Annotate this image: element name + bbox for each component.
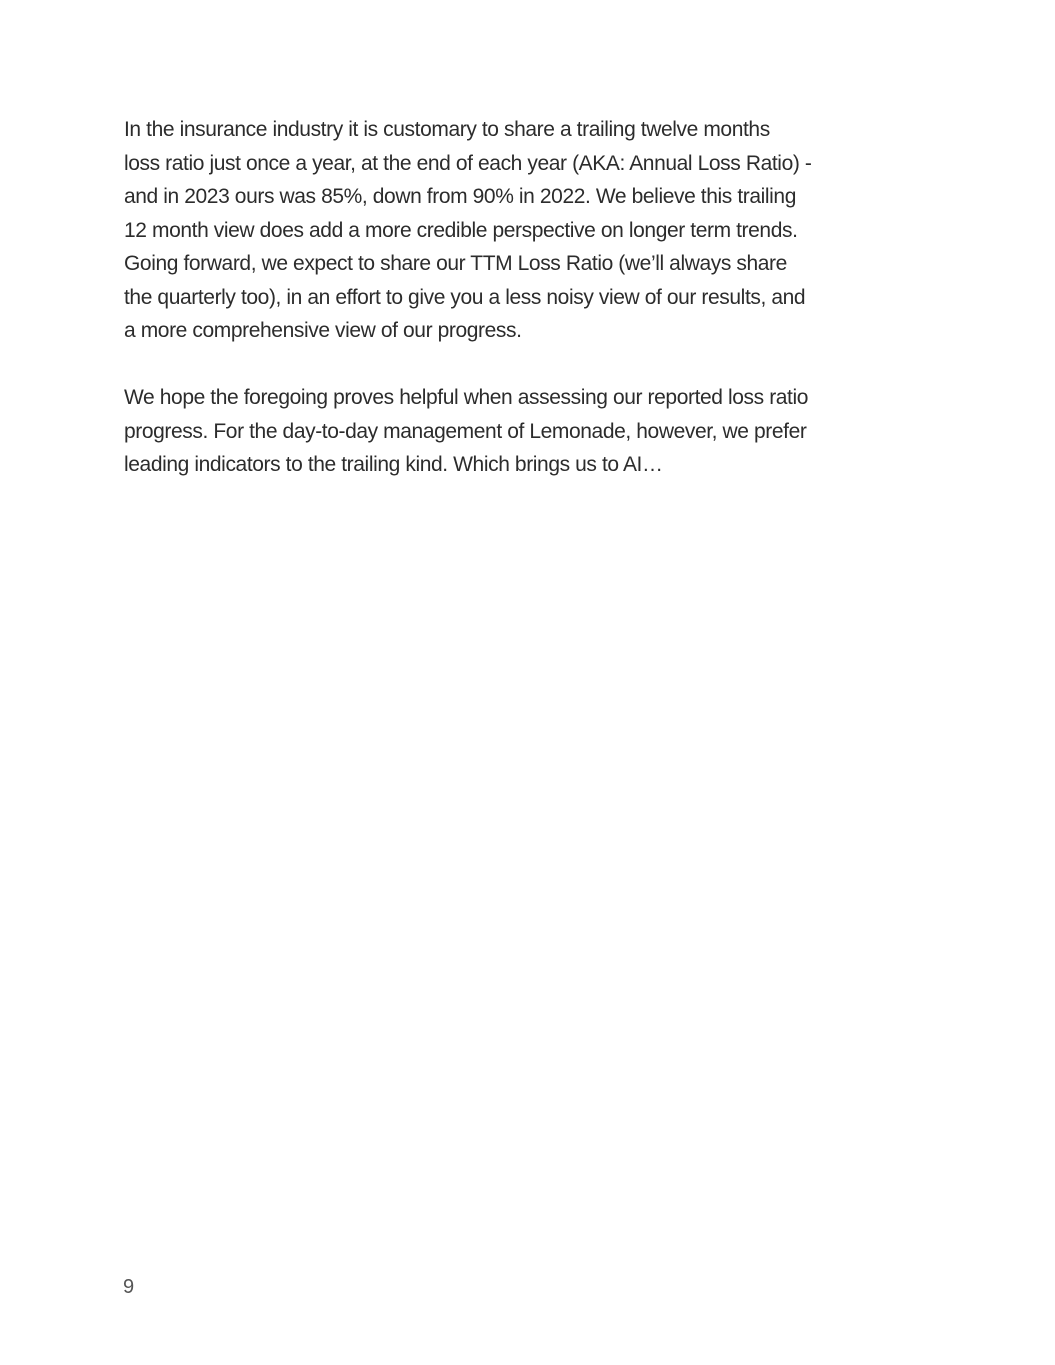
body-text <box>124 113 954 515</box>
text-line: loss ratio just once a year, at the end of each year (AKA: Annual Loss Ratio) - <box>124 151 812 175</box>
paragraph-leading-indicators <box>124 381 954 482</box>
text-line: a more comprehensive view of our progress. <box>124 319 522 342</box>
text-line: In the insurance industry it is customary to share a trailing twelve months <box>124 118 770 141</box>
text-line: We hope the foregoing proves helpful when assessing our reported loss ratio <box>124 386 809 409</box>
text-line: progress. For the day-to-day management of Lemonade, however, we prefer <box>124 419 807 443</box>
text-line: the quarterly too), in an effort to give you a less noisy view of our results, and <box>124 285 806 309</box>
text-line: 12 month view does add a more credible perspective on longer term trends. <box>124 218 798 242</box>
text-line: and in 2023 ours was 85%, down from 90% in 2022. We believe this trailing <box>124 185 796 208</box>
page-number: 9 <box>123 1276 135 1298</box>
text-line: leading indicators to the trailing kind. Which brings us to AI… <box>124 453 663 476</box>
paragraph-loss-ratio <box>124 113 954 348</box>
text-line: Going forward, we expect to share our TTM Loss Ratio (we’ll always share <box>124 252 787 275</box>
